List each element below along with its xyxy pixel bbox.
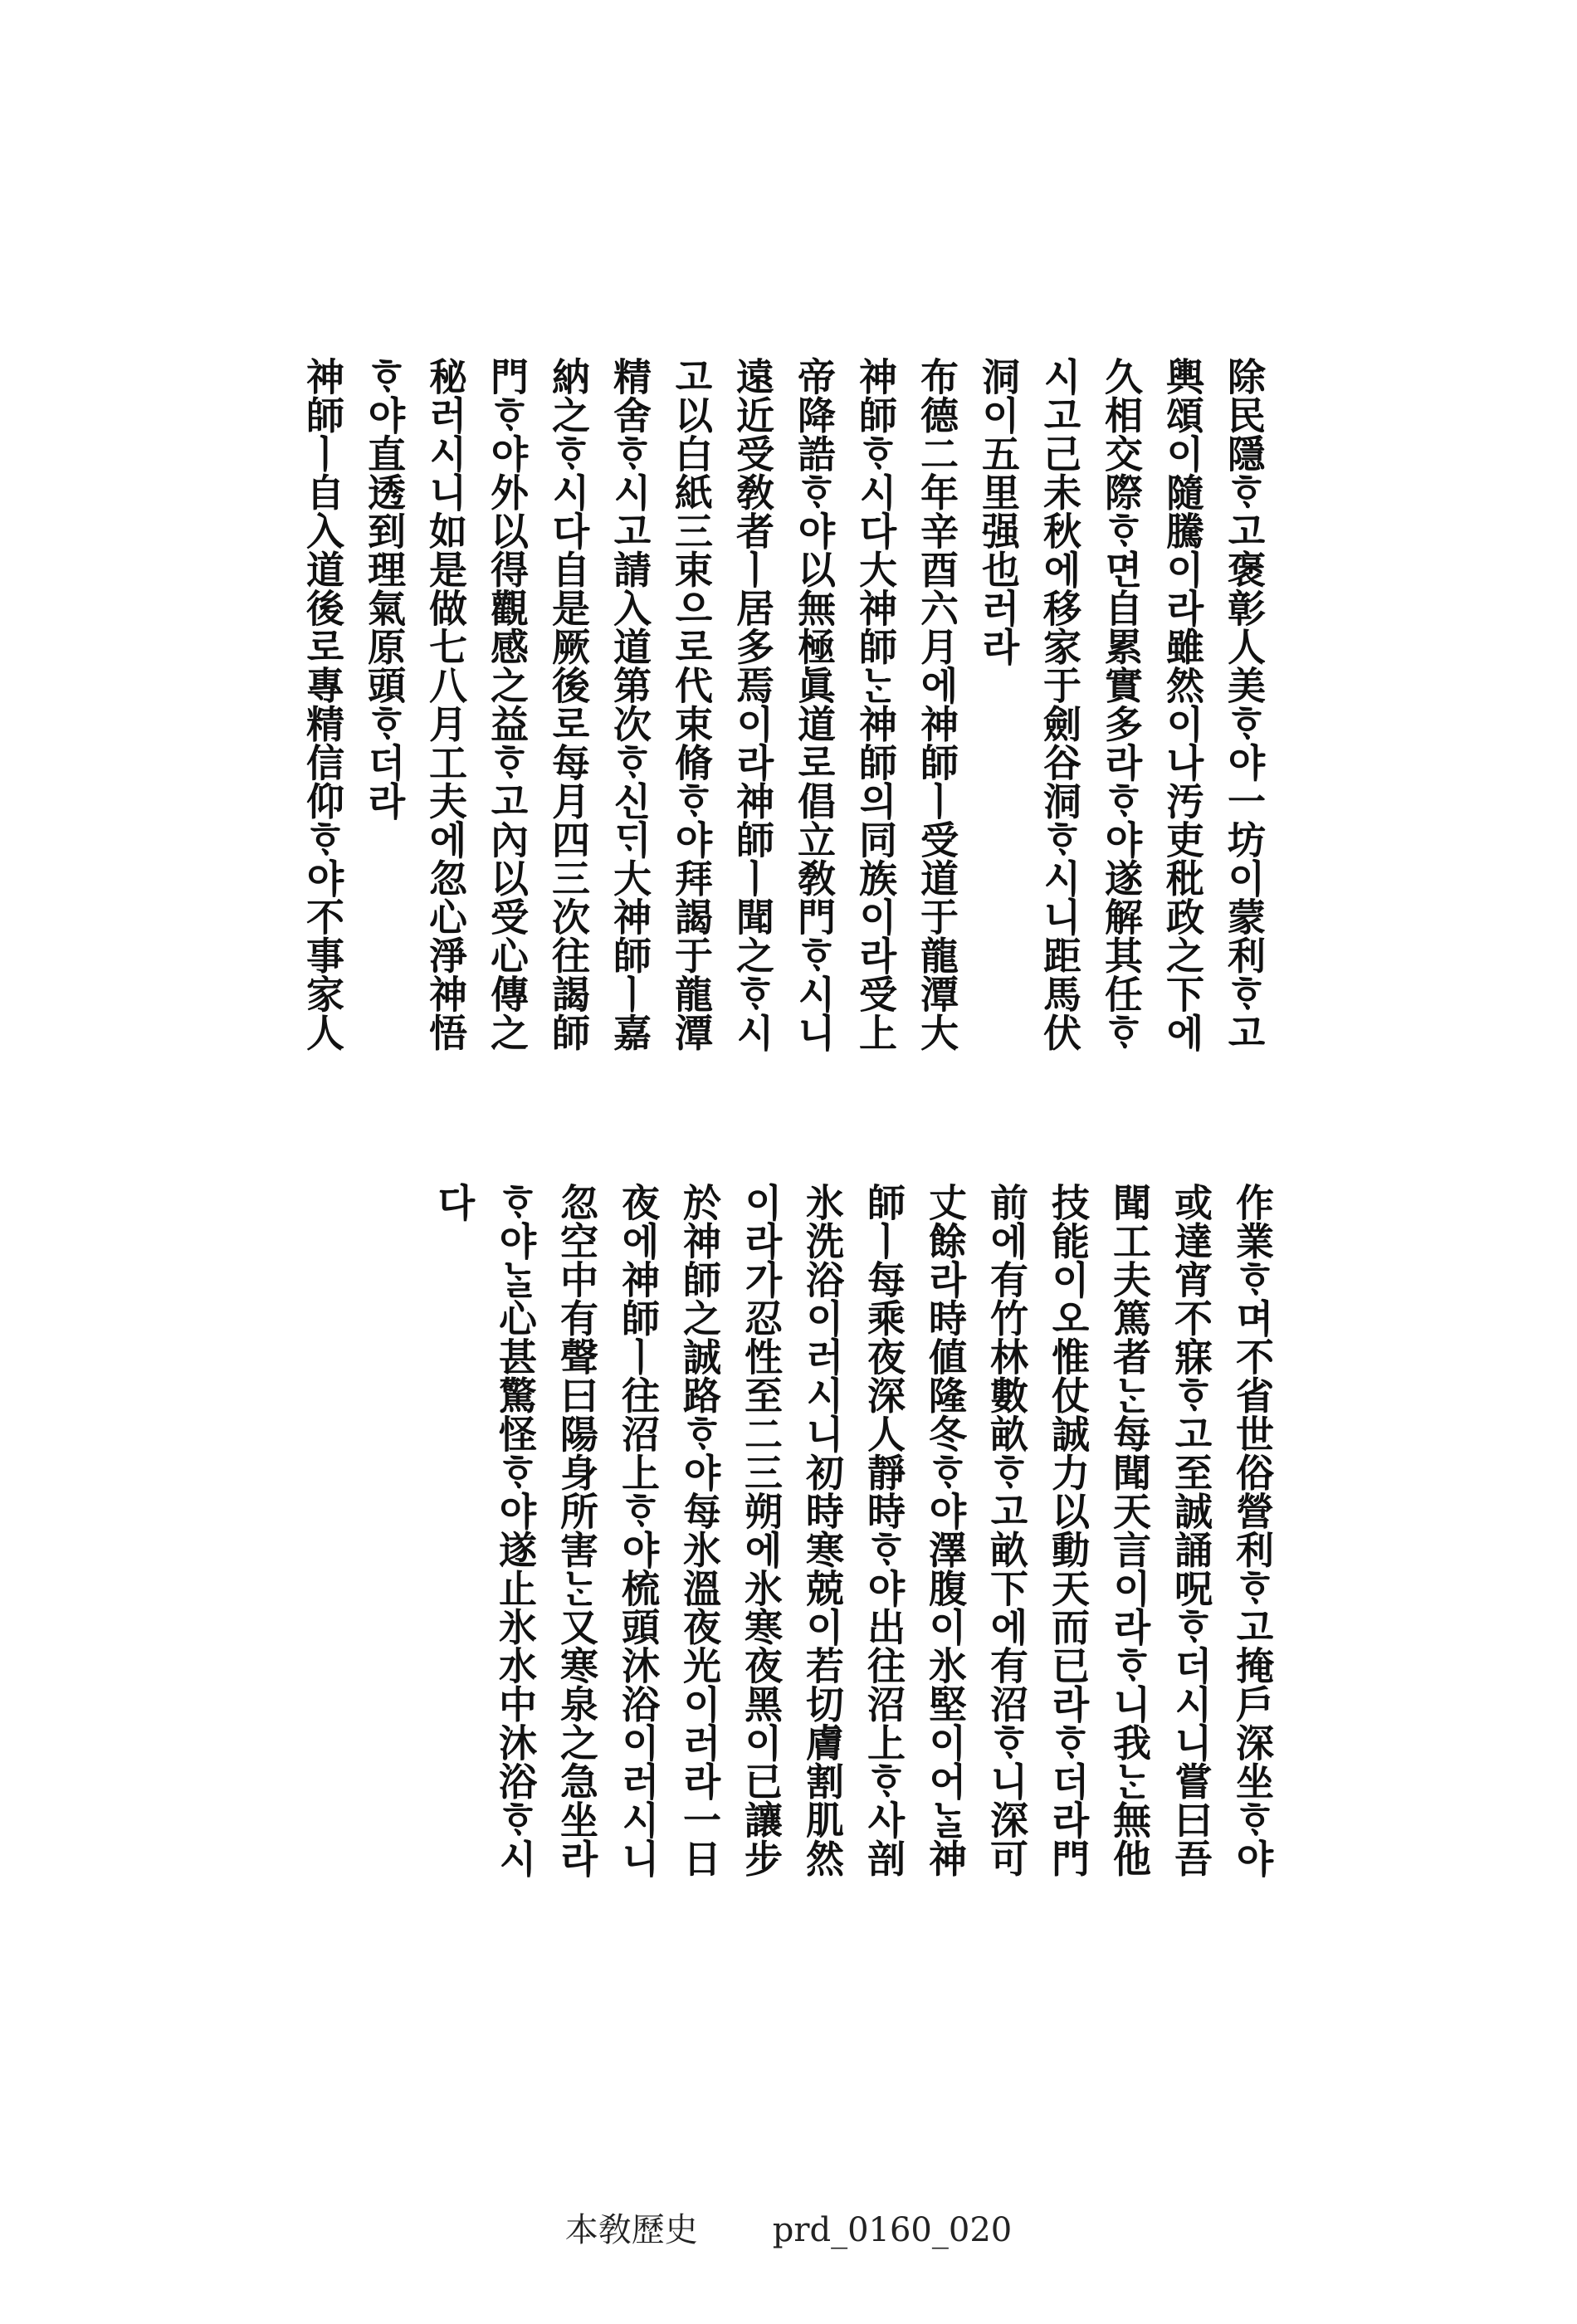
footer-title: 本敎歷史: [564, 2211, 698, 2249]
text-column: 다: [432, 1183, 476, 1222]
text-column: 久相交際ᄒᆞ면自累實多라ᄒᆞ야遂解其任ᄒᆞ: [1099, 357, 1144, 1052]
text-column: 技能이오惟仗誠力以動天而已라ᄒᆞ더라門: [1046, 1183, 1091, 1877]
text-column: 고以白紙三束으로代束脩ᄒᆞ야拜謁于龍潭: [669, 357, 714, 1052]
text-column: ᄒᆞ야ᄂᆞᆯ心甚驚怪ᄒᆞ야遂止氷水中沐浴ᄒᆞ시: [493, 1183, 538, 1877]
text-column: 神師ᄒᆞ시다大神師ᄂᆞᆫ神師의同族이라受上: [853, 357, 898, 1052]
text-column: 作業ᄒᆞ며不省世俗營利ᄒᆞ고掩戶深坐ᄒᆞ야: [1230, 1183, 1275, 1877]
upper-text-block: [277, 357, 1273, 1154]
text-column: 布德二年辛酉六月에神師ㅣ受道于龍潭大: [915, 357, 959, 1052]
lower-text-block: [369, 1183, 1282, 2013]
text-column: 精舍ᄒᆞ시고請入道第次ᄒᆞ신ᄃᆡ大神師ㅣ嘉: [608, 357, 652, 1052]
text-column: 納之ᄒᆞ시다自是厥後로每月四三次往謁師: [546, 357, 591, 1052]
text-column: 前에有竹林數畝ᄒᆞ고畝下에有沼ᄒᆞ니深可: [984, 1183, 1029, 1877]
text-column: ᄒᆞ야直透到理氣原頭ᄒᆞ더라: [362, 357, 407, 820]
text-column: 洞이五里强也러라: [976, 357, 1021, 666]
text-column: 帝降誥ᄒᆞ야以無極眞道로倡立敎門ᄒᆞ시니: [792, 357, 837, 1052]
text-column: 시고己未秋에移家于劍谷洞ᄒᆞ시니距馬伏: [1038, 357, 1082, 1052]
text-column: 秘러시니如是做七八月工夫에忽心淨神悟: [423, 357, 468, 1052]
text-column: 이라가忍性至二三朔에氷寒夜黑이已讓步: [739, 1183, 784, 1877]
text-column: 門ᄒᆞ야外以得觀感之益ᄒᆞ고內以受心傳之: [485, 357, 530, 1052]
text-column: 聞工夫篤者ᄂᆞᆫ每聞天言이라ᄒᆞ니我ᄂᆞᆫ無他: [1107, 1183, 1152, 1877]
text-column: 除民隱ᄒᆞ고褒彰人美ᄒᆞ야一坊이蒙利ᄒᆞ고: [1222, 357, 1267, 1052]
page-footer: [0, 2204, 1577, 2251]
text-column: 或達宵不寐ᄒᆞ고至誠誦呪ᄒᆞ더시니嘗曰吾: [1169, 1183, 1213, 1877]
text-column: 氷洗浴이러시니初時寒兢이若切膚割肌然: [800, 1183, 845, 1877]
text-column: 夜에神師ㅣ往沼上ᄒᆞ야梳頭沐浴이러시니: [616, 1183, 661, 1877]
text-column: 輿頌이隨騰이라雖然이나汚吏秕政之下에: [1160, 357, 1205, 1052]
text-column: 丈餘라時値隆冬ᄒᆞ야澤腹이氷堅이어ᄂᆞᆯ神: [923, 1183, 968, 1877]
text-column: 遠近受敎者ㅣ居多焉이라神師ㅣ聞之ᄒᆞ시: [730, 357, 775, 1052]
text-column: 於神師之誠路ᄒᆞ야每氷溫夜光이러라一日: [677, 1183, 722, 1877]
text-column: 忽空中有聲曰陽身所害ᄂᆞᆫ又寒泉之急坐라: [554, 1183, 599, 1877]
text-column: 神師ㅣ自入道後로專精信仰ᄒᆞ야不事家人: [300, 357, 345, 1052]
text-column: 師ㅣ每乘夜深人靜時ᄒᆞ야出往沼上ᄒᆞ사剖: [862, 1183, 906, 1877]
footer-code: prd_0160_020: [772, 2211, 1013, 2249]
